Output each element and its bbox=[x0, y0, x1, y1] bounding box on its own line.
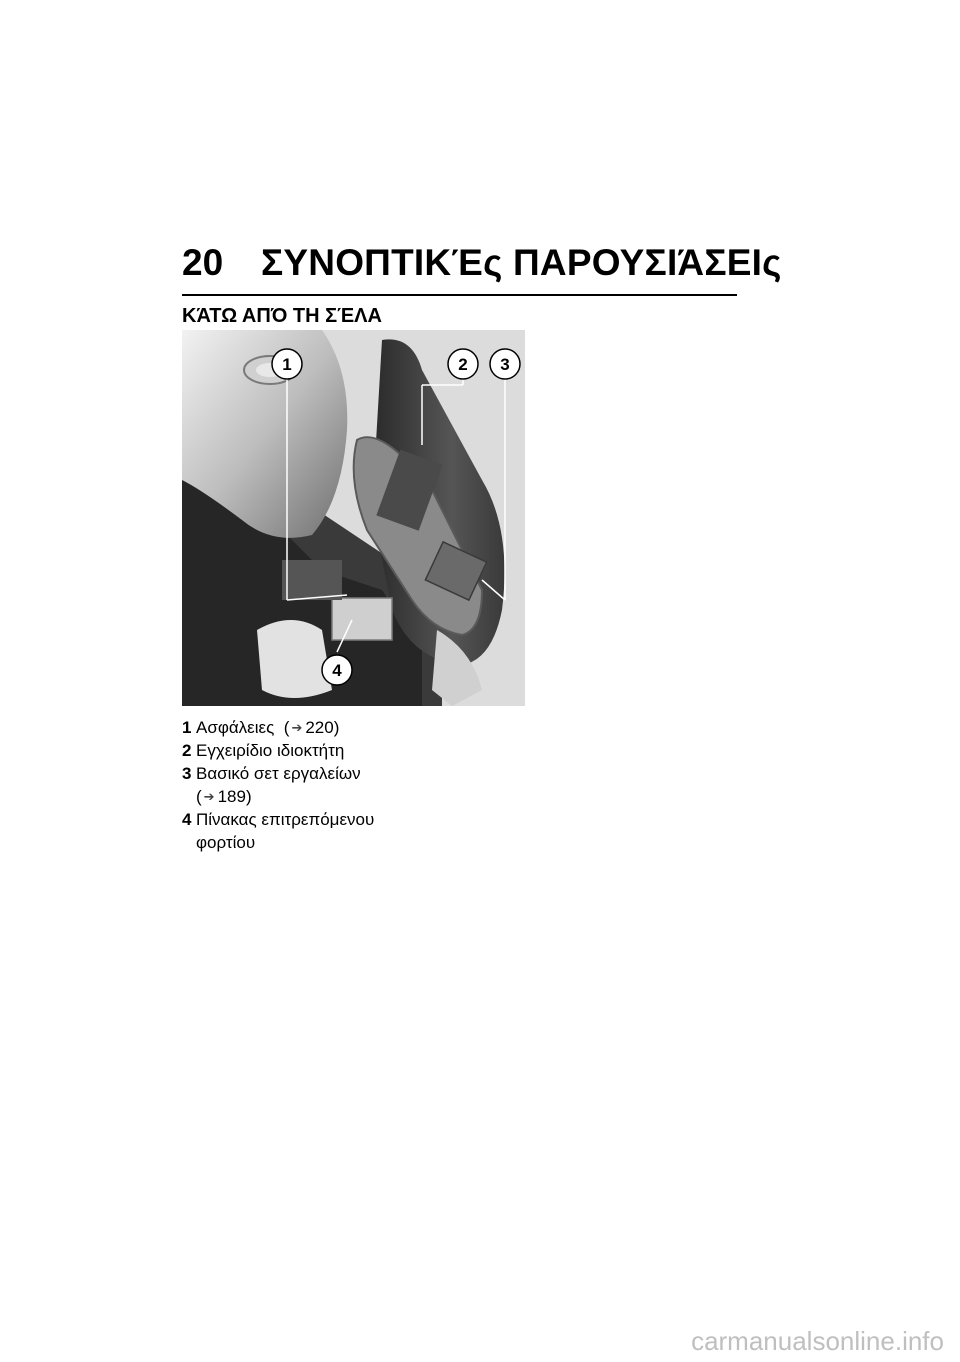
legend-number: 1 bbox=[182, 718, 192, 737]
legend-item bbox=[182, 739, 482, 762]
section-title: ΚΆΤΩ ΑΠΌ ΤΗ ΣΈΛΑ bbox=[182, 305, 382, 327]
legend-continuation: ( ➔ 189) bbox=[196, 787, 252, 806]
callout-4 bbox=[322, 655, 352, 685]
arrow-right-icon: ➔ bbox=[291, 720, 303, 735]
legend-text: Πίνακας επιτρεπόμενου bbox=[196, 810, 375, 829]
legend bbox=[182, 716, 482, 854]
legend-item bbox=[182, 808, 482, 831]
legend-text: Ασφάλειες ( ➔ 220) bbox=[196, 718, 340, 737]
legend-number: 2 bbox=[182, 741, 192, 760]
callout-4-label: 4 bbox=[332, 661, 342, 680]
under-seat-illustration bbox=[182, 330, 525, 706]
callout-3-label: 3 bbox=[500, 355, 510, 374]
callout-1-label: 1 bbox=[282, 355, 292, 374]
legend-item bbox=[182, 762, 482, 785]
motorcycle-figure bbox=[182, 330, 525, 706]
legend-item bbox=[182, 716, 482, 739]
callout-3 bbox=[490, 349, 520, 379]
header-rule bbox=[182, 294, 737, 296]
callout-1 bbox=[272, 349, 302, 379]
legend-text: Εγχειρίδιο ιδιοκτήτη bbox=[196, 741, 345, 760]
legend-text: Βασικό σετ εργαλείων bbox=[196, 764, 361, 783]
callout-2-label: 2 bbox=[458, 355, 468, 374]
page-number: 20 bbox=[182, 242, 224, 283]
page-reference-link[interactable]: 220) bbox=[305, 718, 340, 737]
legend-continuation: φορτίου bbox=[196, 833, 256, 852]
legend-number: 3 bbox=[182, 764, 192, 783]
page-reference-link[interactable]: 189) bbox=[217, 787, 252, 806]
arrow-right-icon: ➔ bbox=[203, 789, 215, 804]
watermark: carmanualsonline.info bbox=[691, 1326, 944, 1356]
chapter-title: ΣΥΝΟΠΤΙΚΈς ΠΑΡΟΥΣΙΆΣΕΙς bbox=[261, 242, 782, 283]
callout-2 bbox=[448, 349, 478, 379]
legend-number: 4 bbox=[182, 810, 192, 829]
